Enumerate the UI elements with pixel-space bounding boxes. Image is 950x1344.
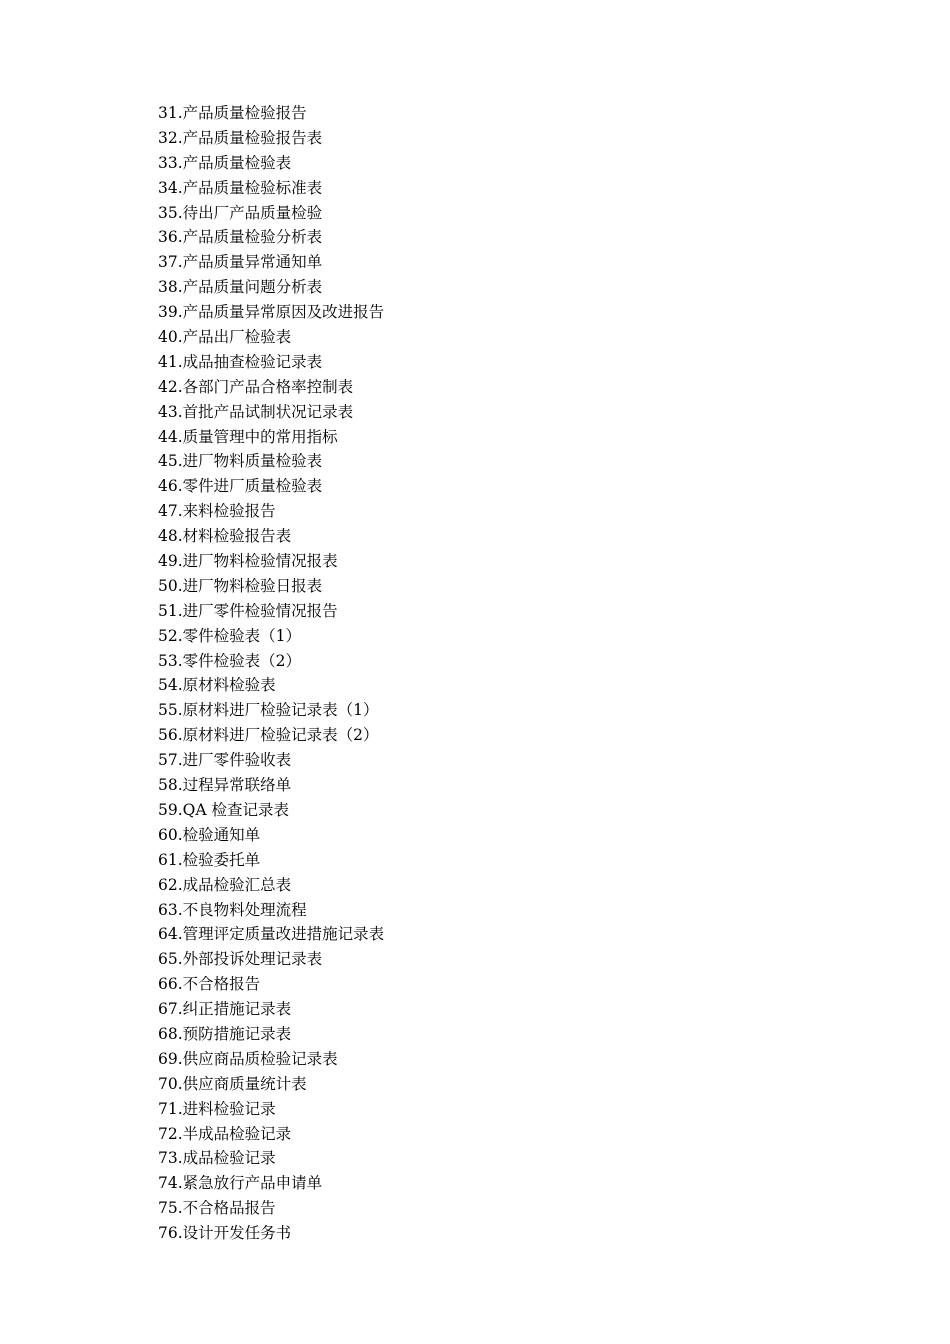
- list-item: 32.产品质量检验报告表: [158, 128, 323, 147]
- list-item: 42.各部门产品合格率控制表: [158, 377, 354, 396]
- list-item: 59.QA 检查记录表: [158, 800, 289, 819]
- list-item: 60.检验通知单: [158, 825, 261, 844]
- list-item: 57.进厂零件验收表: [158, 751, 292, 770]
- list-item: 37.产品质量异常通知单: [158, 253, 323, 272]
- form-list: [158, 101, 384, 1246]
- list-item: 62.成品检验汇总表: [158, 875, 292, 894]
- list-item: 35.待出厂产品质量检验: [158, 203, 323, 222]
- list-item: 50.进厂物料检验日报表: [158, 576, 323, 595]
- list-item: 48.材料检验报告表: [158, 527, 292, 546]
- list-item: 67.纠正措施记录表: [158, 1000, 292, 1019]
- list-item: 36.产品质量检验分析表: [158, 228, 323, 247]
- list-item: 66.不合格报告: [158, 975, 261, 994]
- list-item: 69.供应商品质检验记录表: [158, 1049, 338, 1068]
- list-item: 71.进料检验记录: [158, 1099, 276, 1118]
- list-item: 31.产品质量检验报告: [158, 104, 307, 122]
- list-item: 63.不良物料处理流程: [158, 900, 307, 919]
- list-item: 58.过程异常联络单: [158, 776, 292, 795]
- list-item: 49.进厂物料检验情况报表: [158, 552, 338, 571]
- list-item: 47.来料检验报告: [158, 502, 276, 521]
- list-item: 68.预防措施记录表: [158, 1024, 292, 1043]
- list-item: 34.产品质量检验标准表: [158, 178, 323, 197]
- list-item: 70.供应商质量统计表: [158, 1074, 307, 1093]
- list-item: 40.产品出厂检验表: [158, 328, 292, 347]
- list-item: 76.设计开发任务书: [158, 1224, 292, 1243]
- list-item: 64.管理评定质量改进措施记录表: [158, 925, 385, 944]
- list-item: 41.成品抽查检验记录表: [158, 352, 323, 371]
- list-item: 61.检验委托单: [158, 850, 261, 869]
- list-item: 43.首批产品试制状况记录表: [158, 402, 354, 421]
- list-item: 38.产品质量问题分析表: [158, 278, 323, 297]
- list-item: 39.产品质量异常原因及改进报告: [158, 303, 385, 322]
- list-item: 74.紧急放行产品申请单: [158, 1174, 323, 1193]
- list-item: 53.零件检验表（2）: [158, 651, 302, 670]
- list-item: 44.质量管理中的常用指标: [158, 427, 338, 446]
- list-item: 72.半成品检验记录: [158, 1124, 292, 1143]
- list-item: 56.原材料进厂检验记录表（2）: [158, 726, 379, 745]
- list-item: 55.原材料进厂检验记录表（1）: [158, 701, 379, 720]
- list-item: 75.不合格品报告: [158, 1199, 276, 1218]
- list-item: 46.零件进厂质量检验表: [158, 477, 323, 496]
- list-item: 52.零件检验表（1）: [158, 626, 302, 645]
- list-item: 51.进厂零件检验情况报告: [158, 601, 338, 620]
- list-item: 65.外部投诉处理记录表: [158, 950, 323, 969]
- list-item: 45.进厂物料质量检验表: [158, 452, 323, 471]
- list-item: 33.产品质量检验表: [158, 153, 292, 172]
- list-item: 54.原材料检验表: [158, 676, 276, 695]
- list-item: 73.成品检验记录: [158, 1149, 276, 1168]
